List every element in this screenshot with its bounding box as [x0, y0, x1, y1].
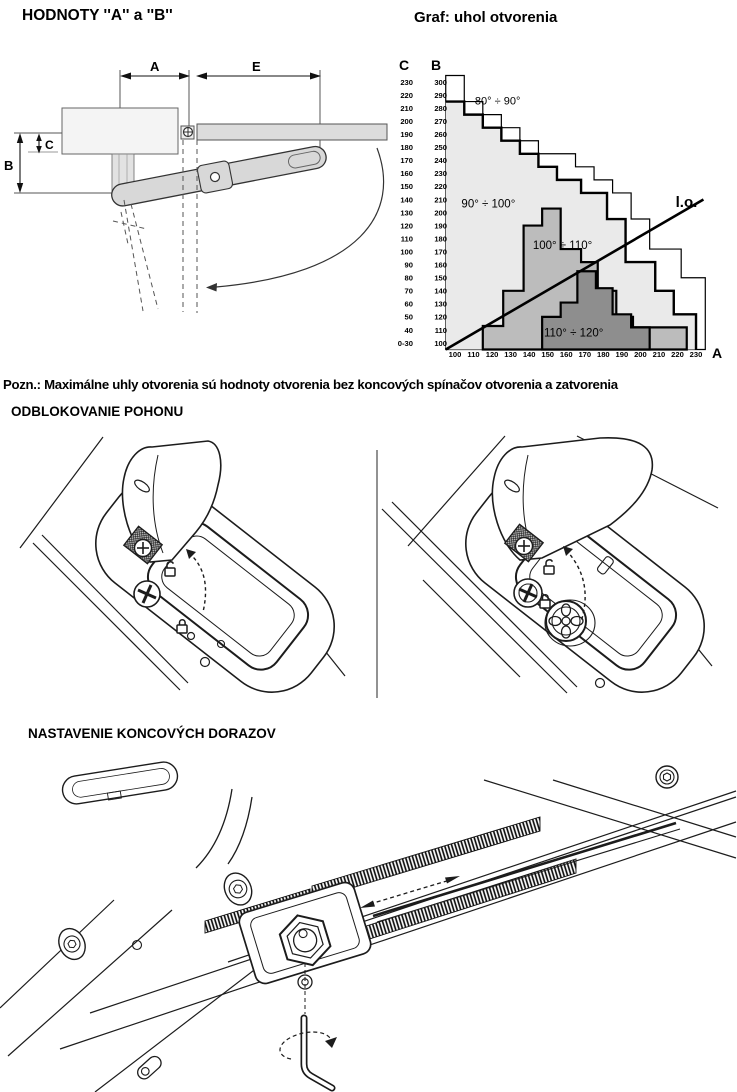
a-tick-label: 160 [559, 350, 573, 359]
c-tick-label: 120 [400, 221, 413, 231]
b-tick-label: 100 [434, 338, 447, 348]
socket-screw-top-right [656, 766, 678, 788]
lo-line-label: l.o. [675, 194, 698, 212]
values-section-title: HODNOTY ''A'' a ''B'' [22, 7, 173, 24]
b-tick-label: 270 [434, 116, 447, 126]
a-tick-label: 210 [652, 350, 666, 359]
b-tick-label: 220 [434, 182, 447, 192]
b-tick-label: 150 [434, 273, 447, 283]
front-bracket [181, 126, 194, 139]
gate-leaf-bar [197, 124, 387, 140]
dim-b-label: B [4, 158, 14, 173]
a-tick-label: 100 [448, 350, 462, 359]
c-tick-label: 150 [400, 182, 413, 192]
c-tick-label: 140 [400, 195, 413, 205]
region-label-110-120: 110° ÷ 120° [543, 327, 604, 340]
b-tick-label: 240 [434, 156, 447, 166]
a-tick-label: 200 [634, 350, 647, 359]
c-tick-label: 90 [404, 260, 413, 270]
motor-head-cap [61, 760, 252, 868]
pivot-bolt-bottom-left [54, 924, 90, 964]
b-axis-header: B [430, 57, 442, 73]
gate-pillar [62, 108, 178, 154]
a-tick-label: 190 [615, 350, 629, 359]
dimension-c [36, 134, 42, 154]
dim-e-label: E [252, 59, 261, 74]
dim-a-label: A [150, 59, 160, 74]
a-tick-label: 140 [522, 350, 536, 359]
dimension-b [17, 133, 23, 193]
endstop-adjustment-illustration [0, 755, 737, 1092]
b-tick-label: 120 [434, 312, 447, 322]
region-label-90-100: 90° ÷ 100° [461, 198, 516, 211]
a-tick-label: 170 [578, 350, 592, 359]
b-tick-label: 230 [434, 169, 447, 179]
rotation-arrow [280, 1032, 337, 1059]
release-screw-2 [514, 579, 542, 607]
b-tick-label: 110 [434, 325, 447, 335]
b-tick-label: 180 [434, 234, 447, 244]
c-tick-label: 0-30 [397, 338, 413, 348]
slide-slot [373, 823, 680, 922]
hex-key [304, 1018, 332, 1088]
c-tick-label: 110 [400, 234, 413, 244]
c-tick-label: 200 [400, 116, 413, 126]
a-tick-label: 180 [596, 350, 610, 359]
c-tick-label: 180 [400, 143, 413, 153]
endstops-section-title: NASTAVENIE KONCOVÝCH DORAZOV [28, 726, 276, 741]
region-label-80-90: 80° ÷ 90° [474, 95, 521, 108]
a-axis-label: A [712, 345, 723, 361]
unlock-section-title: ODBLOKOVANIE POHONU [11, 404, 184, 419]
a-tick-label: 120 [485, 350, 499, 359]
b-tick-label: 250 [434, 143, 447, 153]
drive-unlock-illustrations [0, 432, 737, 705]
c-tick-label: 130 [400, 208, 413, 218]
c-tick-label: 220 [400, 90, 413, 100]
c-axis-header: C [398, 57, 410, 73]
c-tick-label: 70 [404, 286, 413, 296]
c-tick-label: 230 [400, 77, 413, 87]
c-tick-label: 80 [404, 273, 413, 283]
c-tick-label: 50 [404, 312, 413, 322]
a-tick-label: 150 [541, 350, 555, 359]
note-text: Pozn.: Maximálne uhly otvorenia sú hodnoty otvorenia bez koncových spínačov otvorenia a zatvorenia [3, 377, 618, 392]
unlock-step2-panel [382, 436, 724, 705]
pivot-bolt-left [219, 869, 257, 910]
c-tick-label: 170 [400, 156, 413, 166]
recess-screw-3 [596, 679, 605, 688]
a-tick-label: 130 [504, 350, 517, 359]
c-tick-label: 160 [400, 169, 413, 179]
c-tick-label: 210 [400, 103, 413, 113]
b-tick-label: 130 [434, 299, 447, 309]
b-tick-label: 200 [434, 208, 447, 218]
release-screw [134, 581, 160, 607]
c-tick-label: 190 [400, 130, 413, 139]
b-tick-label: 210 [434, 195, 447, 205]
c-tick-label: 40 [404, 325, 413, 335]
b-tick-label: 160 [434, 260, 447, 270]
a-tick-label: 230 [689, 350, 703, 359]
b-tick-label: 300 [434, 77, 447, 87]
b-tick-label: 260 [434, 130, 447, 139]
b-tick-label: 140 [434, 286, 447, 296]
a-tick-label: 220 [671, 350, 684, 359]
c-tick-label: 60 [404, 299, 413, 309]
chart-title: Graf: uhol otvorenia [414, 9, 558, 26]
a-tick-label: 110 [467, 350, 480, 359]
dim-c-label: C [45, 138, 54, 152]
region-label-100-110: 100° ÷ 110° [532, 240, 593, 253]
opening-angle-chart [390, 40, 737, 372]
unlock-step1-panel [20, 437, 354, 705]
values-dimension-diagram [0, 30, 390, 375]
c-tick-label: 100 [400, 247, 413, 257]
b-tick-label: 280 [434, 103, 447, 113]
b-tick-label: 170 [434, 247, 447, 257]
recess-screw [201, 658, 210, 667]
b-tick-label: 190 [434, 221, 447, 231]
b-tick-label: 290 [434, 90, 447, 100]
